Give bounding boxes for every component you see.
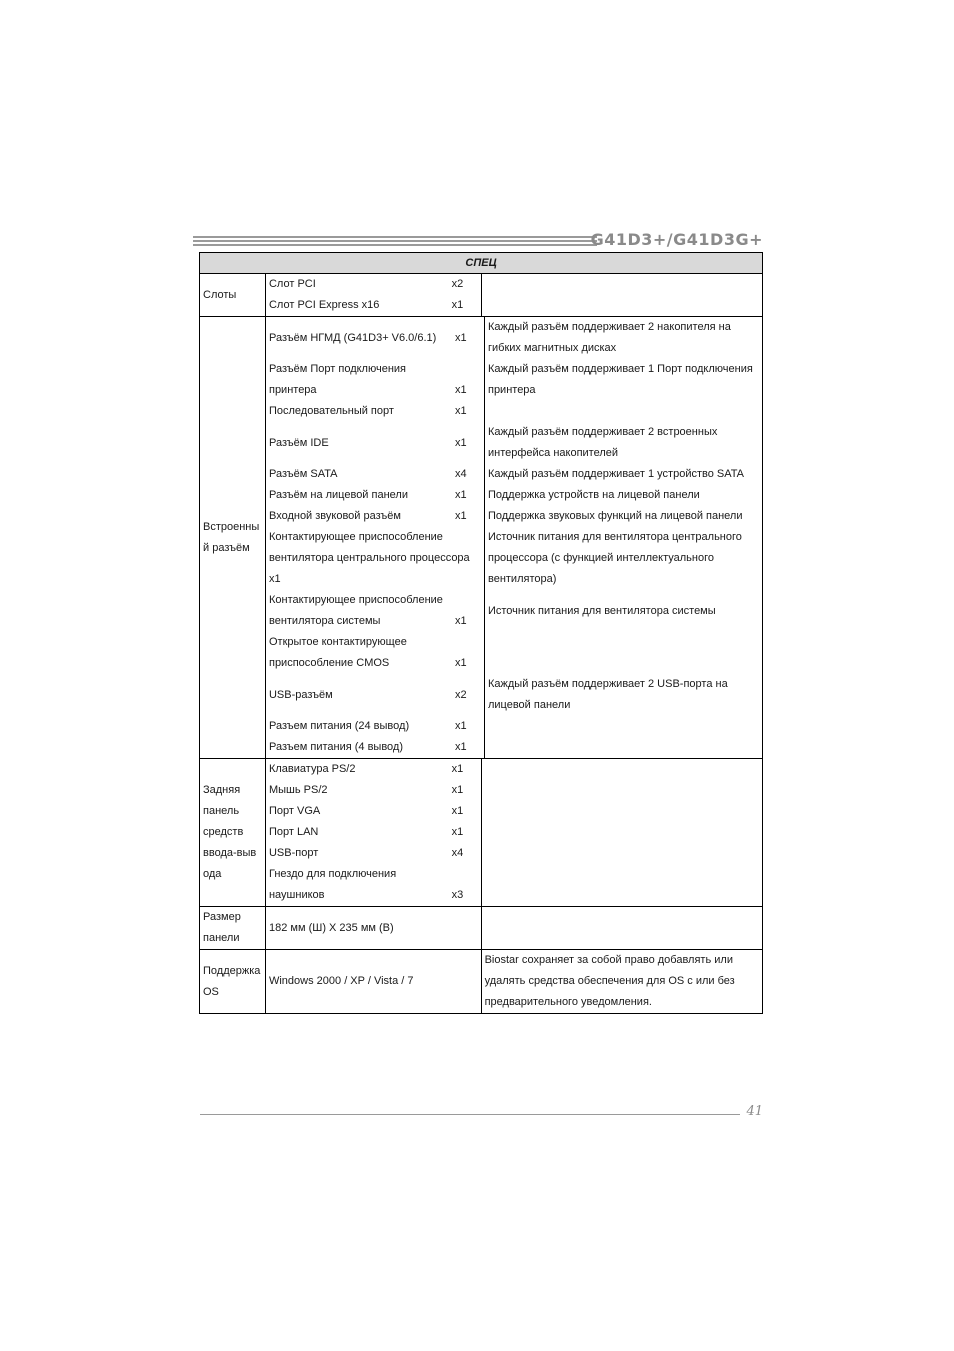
row-rear-panel	[200, 759, 763, 907]
slots-items	[265, 274, 481, 317]
onboard-items	[265, 317, 762, 759]
list-item: Слот PCI Express x16 x1	[268, 299, 464, 311]
list-item: Последовательный порт x1	[266, 401, 762, 422]
list-item: Разъём на лицевой панели x1 Поддержка устройств на лицевой панели	[266, 485, 762, 506]
slots-notes	[481, 274, 762, 317]
spec-table	[199, 252, 763, 1014]
list-item: Открытое контактирующее приспособление CMOS x1	[266, 632, 762, 674]
list-item: Разъем питания (4 вывод) x1	[266, 737, 762, 758]
list-item: Порт LAN x1	[268, 826, 464, 838]
row-os-support	[200, 950, 763, 1014]
slots-label: Слоты	[200, 274, 266, 317]
footer-divider	[200, 1114, 740, 1115]
list-item: USB-порт x4	[268, 847, 464, 859]
list-item: USB-разъём x2 Каждый разъём поддерживает 2 USB-порта на лицевой панели	[266, 674, 762, 716]
onboard-label: Встроенны й разъём	[200, 317, 266, 759]
list-item: Порт VGA x1	[268, 805, 464, 817]
spec-table-caption: СПЕЦ	[200, 253, 763, 274]
list-item: Разъём НГМД (G41D3+ V6.0/6.1) x1 Каждый разъём поддерживает 2 накопителя на гибких магнитных дисках	[266, 317, 762, 359]
os-note: Biostar сохраняет за собой право добавлять или удалять средства обеспечения для OS с или без предварительного уведомления.	[481, 950, 762, 1014]
header-decorative-lines	[193, 236, 597, 248]
row-board-size	[200, 907, 763, 950]
row-slots	[200, 274, 763, 317]
list-item: Разъём Порт подключения принтера x1 Каждый разъём поддерживает 1 Порт подключения принтера	[266, 359, 762, 401]
size-label: Размер панели	[200, 907, 266, 950]
rear-notes	[481, 759, 762, 907]
os-label: Поддержка OS	[200, 950, 266, 1014]
list-item: Разъём IDE x1 Каждый разъём поддерживает 2 встроенных интерфейса накопителей	[266, 422, 762, 464]
list-item: Клавиатура PS/2 x1	[268, 763, 464, 775]
page-header	[193, 230, 763, 252]
size-value: 182 мм (Ш) X 235 мм (В)	[265, 907, 481, 950]
list-item: Слот PCI x2	[268, 278, 464, 290]
list-item: Гнездо для подключения наушников x3	[268, 868, 464, 901]
row-onboard	[200, 317, 763, 759]
list-item: Входной звуковой разъём x1 Поддержка звуковых функций на лицевой панели	[266, 506, 762, 527]
size-notes	[481, 907, 762, 950]
list-item: Разъем питания (24 вывод) x1	[266, 716, 762, 737]
page-footer	[200, 1104, 763, 1124]
list-item: Контактирующее приспособление вентилятора центрального процессора x1 Источник питания для вентилятора центрального процессора (с функцией интеллектуального вентилятора)	[266, 527, 762, 590]
rear-label: Задняя панель средств ввода-выв ода	[200, 759, 266, 907]
list-item: Мышь PS/2 x1	[268, 784, 464, 796]
list-item: Разъём SATA x4 Каждый разъём поддерживает 1 устройство SATA	[266, 464, 762, 485]
list-item: Контактирующее приспособление вентилятора системы x1 Источник питания для вентилятора системы	[266, 590, 762, 632]
os-value: Windows 2000 / XP / Vista / 7	[265, 950, 481, 1014]
rear-items	[265, 759, 481, 907]
model-title: G41D3+/G41D3G+	[590, 230, 763, 249]
page-number: 41	[746, 1104, 763, 1119]
